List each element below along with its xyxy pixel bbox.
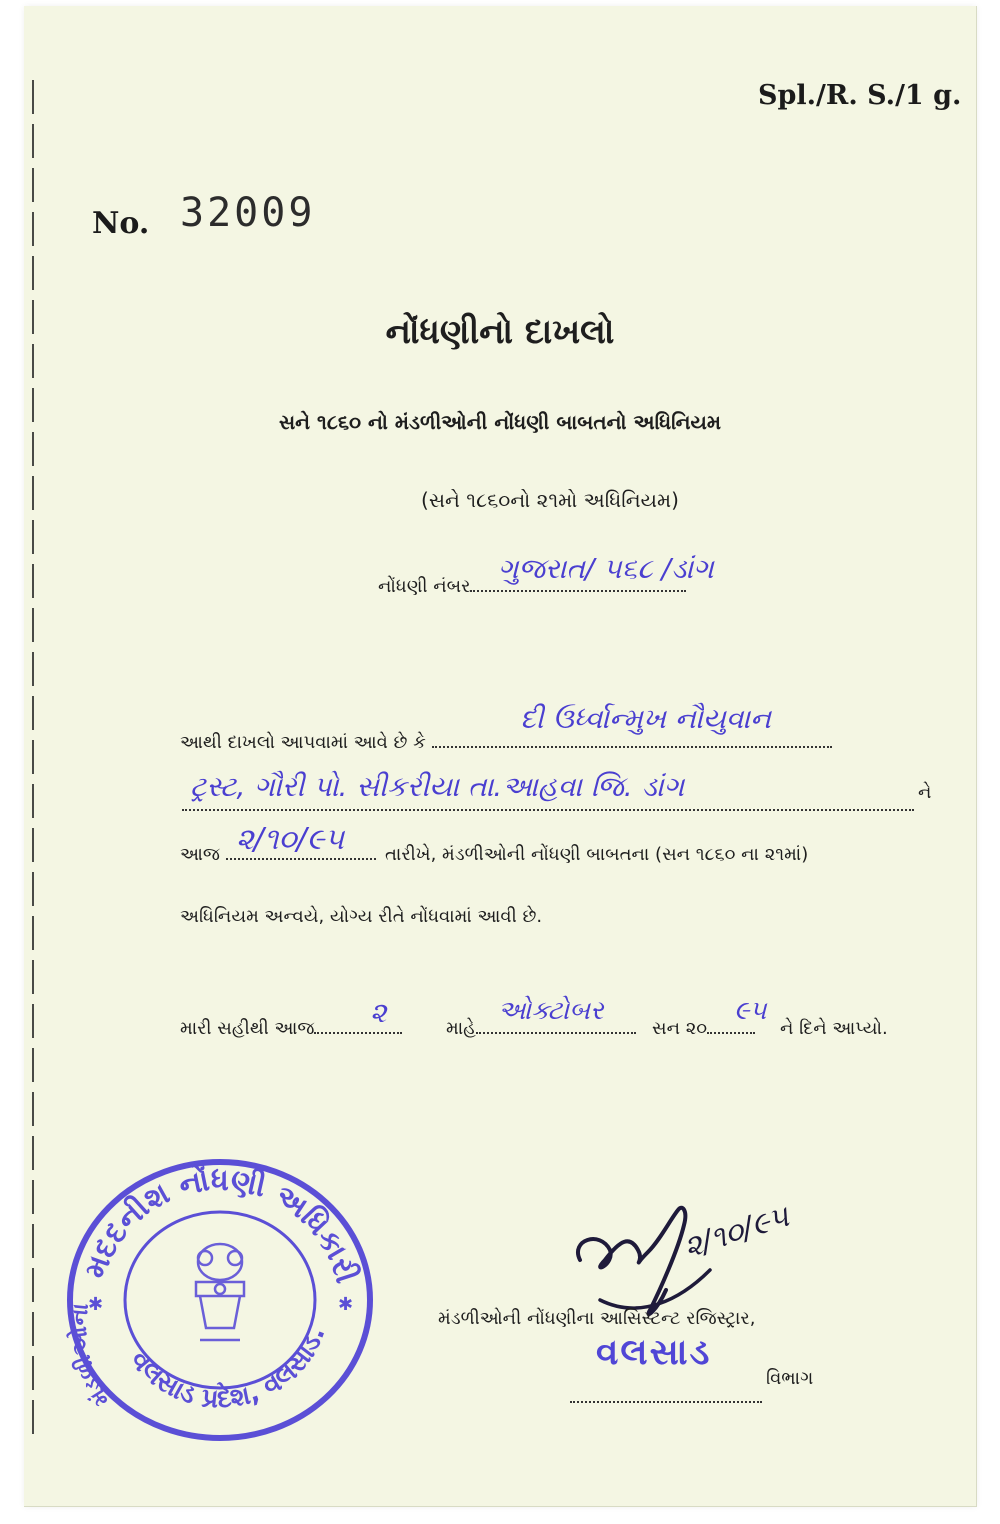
certificate-title: નોંધણીનો દાખલો — [385, 312, 615, 352]
certificate-number: 32009 — [180, 190, 316, 236]
registrar-department-label: વિભાગ — [766, 1368, 814, 1389]
certification-suffix: ને — [918, 782, 932, 803]
issue-year-label: સન ૨૦ — [652, 1018, 755, 1039]
issue-month-label: માહે — [446, 1018, 636, 1039]
issue-prefix: મારી સહીથી આજ — [180, 1018, 402, 1039]
certificate-number-label: No. — [92, 206, 150, 241]
society-name-line-1: દી ઉર્ધ્વાન્મુખ નૌયુવાન — [520, 702, 771, 735]
issue-suffix: ને દિને આપ્યો. — [780, 1018, 888, 1039]
issue-year: ૯૫ — [734, 996, 767, 1026]
form-code: Spl./R. S./1 g. — [758, 80, 962, 111]
registrar-district: વલસાડ — [596, 1332, 712, 1373]
act-compliance-line: અધિનિયમ અન્વયે, યોગ્ય રીતે નોંધવામાં આવી છે. — [180, 906, 543, 927]
seal-top-text: મદદનીશ નોંધણી અધિકારી — [77, 1162, 364, 1288]
district-dotted-line — [570, 1388, 762, 1407]
official-seal — [60, 1150, 380, 1450]
issue-day: ૨ — [370, 996, 387, 1029]
perforation-line — [32, 80, 34, 1440]
society-name-line-2: ટ્રસ્ટ, ગૌરી પો. સીકરીયા તા.આહવા જિ. ડાંગ — [190, 770, 685, 803]
registrar-title: મંડળીઓની નોંધણીના આસિસ્ટન્ટ રજિસ્ટ્રાર, — [438, 1308, 756, 1329]
ashoka-emblem-icon — [196, 1244, 244, 1340]
registration-date-prefix: આજ — [180, 844, 376, 865]
registration-number-value: ગુજરાત/ ૫૬૮ /ડાંગ — [498, 552, 714, 585]
registration-date-value: ૨/૧૦/૯૫ — [236, 822, 345, 857]
act-name: સને ૧૮૬૦ નો મંડળીઓની નોંધણી બાબતનો અધિનિયમ — [278, 410, 722, 434]
seal-star-left-icon: ✱ — [88, 1294, 104, 1314]
registration-number-label: નોંધણી નંબર — [378, 576, 686, 597]
registration-date-suffix: તારીખે, મંડળીઓની નોંધણી બાબતના (સન ૧૮૬૦ ના ૨૧માં) — [385, 844, 809, 865]
act-reference: (સને ૧૮૬૦નો ૨૧મો અધિનિયમ) — [421, 488, 679, 512]
seal-star-right-icon: ✱ — [338, 1294, 354, 1314]
seal-left-text: મંડળીઓના — [66, 1302, 115, 1411]
signature-date: ૨/૧૦/૯૫ — [679, 1198, 794, 1266]
issue-month: ઓક્ટોબર — [498, 996, 604, 1026]
seal-bottom-text: વલસાડ પ્રદેશ, વલસાડ. — [123, 1322, 332, 1415]
certification-prefix: આથી દાખલો આપવામાં આવે છે કે — [180, 732, 832, 753]
